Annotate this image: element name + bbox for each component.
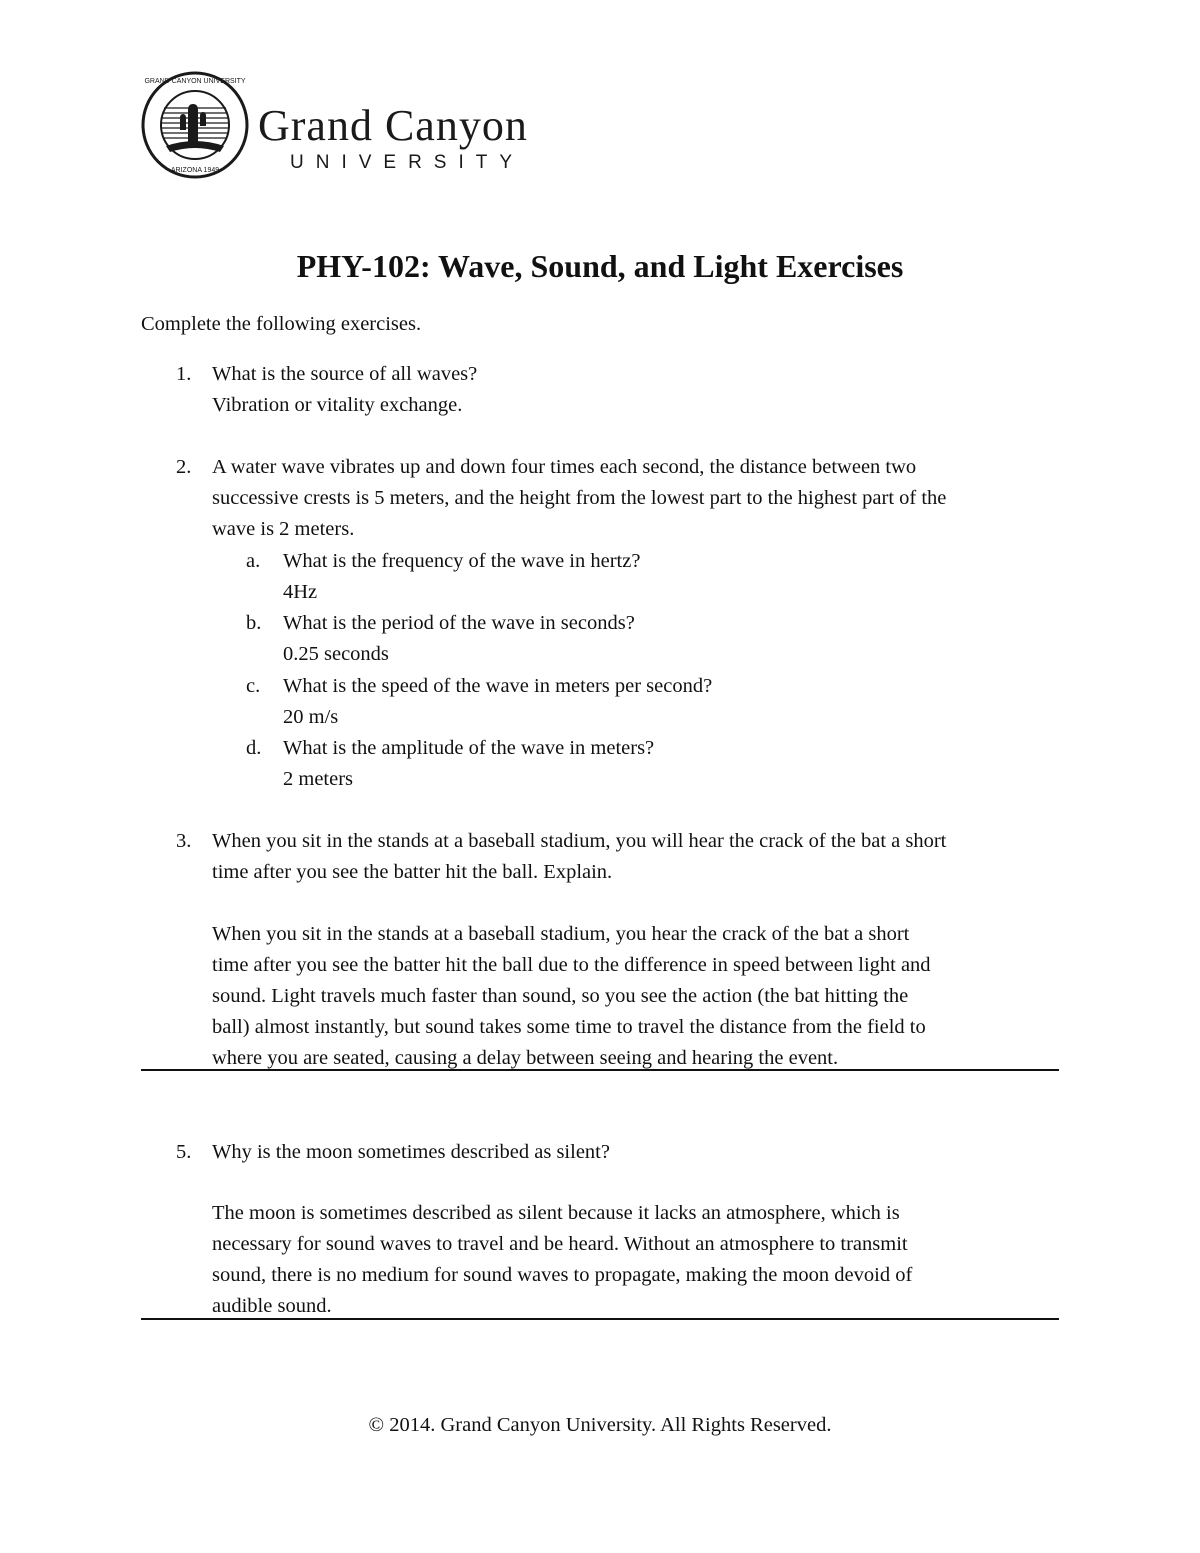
q2d-answer: 2 meters [283, 768, 354, 790]
page-title: PHY-102: Wave, Sound, and Light Exercises [296, 248, 904, 284]
svg-text:ARIZONA 1949: ARIZONA 1949 [170, 167, 220, 174]
instructions-text: Complete the following exercises. [141, 313, 422, 335]
q2a-answer: 4Hz [283, 581, 318, 603]
university-seal-icon [140, 70, 250, 180]
q2d-question: What is the amplitude of the wave in meters? [283, 737, 655, 759]
q2b-question: What is the period of the wave in seconds? [283, 612, 635, 634]
q3-number: 3. [176, 830, 192, 852]
q2c-letter: c. [246, 675, 261, 697]
q5-answer-line: necessary for sound waves to travel and be heard. Without an atmosphere to transmit [212, 1233, 908, 1255]
q2a-letter: a. [246, 550, 261, 572]
q2c-answer: 20 m/s [283, 706, 339, 728]
q5-answer-line: The moon is sometimes described as silent because it lacks an atmosphere, which is [212, 1202, 900, 1224]
logo-name-line1: Grand Canyon [258, 101, 528, 150]
answer-rule [141, 1069, 1059, 1071]
svg-text:GRAND CANYON UNIVERSITY: GRAND CANYON UNIVERSITY [144, 78, 246, 85]
q1-answer: Vibration or vitality exchange. [212, 394, 463, 416]
q2-question-line: wave is 2 meters. [212, 518, 355, 540]
q3-question-line: When you sit in the stands at a baseball stadium, you will hear the crack of the bat a short [212, 830, 947, 852]
q5-question: Why is the moon sometimes described as silent? [212, 1141, 610, 1163]
q5-number: 5. [176, 1141, 192, 1163]
q2d-letter: d. [246, 737, 262, 759]
answer-rule [141, 1318, 1059, 1320]
q3-answer-line: ball) almost instantly, but sound takes some time to travel the distance from the field to [212, 1016, 926, 1038]
logo-name-line2: UNIVERSITY [290, 152, 525, 173]
q2-question-line: A water wave vibrates up and down four times each second, the distance between two [212, 456, 917, 478]
q2b-letter: b. [246, 612, 262, 634]
q5-answer-line: audible sound. [212, 1295, 332, 1317]
q3-question-line: time after you see the batter hit the ball. Explain. [212, 861, 613, 883]
copyright-footer: © 2014. Grand Canyon University. All Rights Reserved. [368, 1414, 832, 1436]
q2-number: 2. [176, 456, 192, 478]
q2-question-line: successive crests is 5 meters, and the height from the lowest part to the highest part of the [212, 487, 947, 509]
q1-question: What is the source of all waves? [212, 363, 478, 385]
university-wordmark [258, 101, 528, 174]
q3-answer-line: sound. Light travels much faster than sound, so you see the action (the bat hitting the [212, 985, 909, 1007]
q2c-question: What is the speed of the wave in meters per second? [283, 675, 713, 697]
q5-answer-line: sound, there is no medium for sound waves to propagate, making the moon devoid of [212, 1264, 913, 1286]
q2a-question: What is the frequency of the wave in hertz? [283, 550, 641, 572]
q2b-answer: 0.25 seconds [283, 643, 389, 665]
q3-answer-line: When you sit in the stands at a baseball stadium, you hear the crack of the bat a short [212, 923, 910, 945]
q1-number: 1. [176, 363, 192, 385]
q3-answer-line: time after you see the batter hit the ball due to the difference in speed between light and [212, 954, 931, 976]
q3-answer-line: where you are seated, causing a delay between seeing and hearing the event. [212, 1047, 839, 1069]
university-logo [140, 70, 620, 190]
